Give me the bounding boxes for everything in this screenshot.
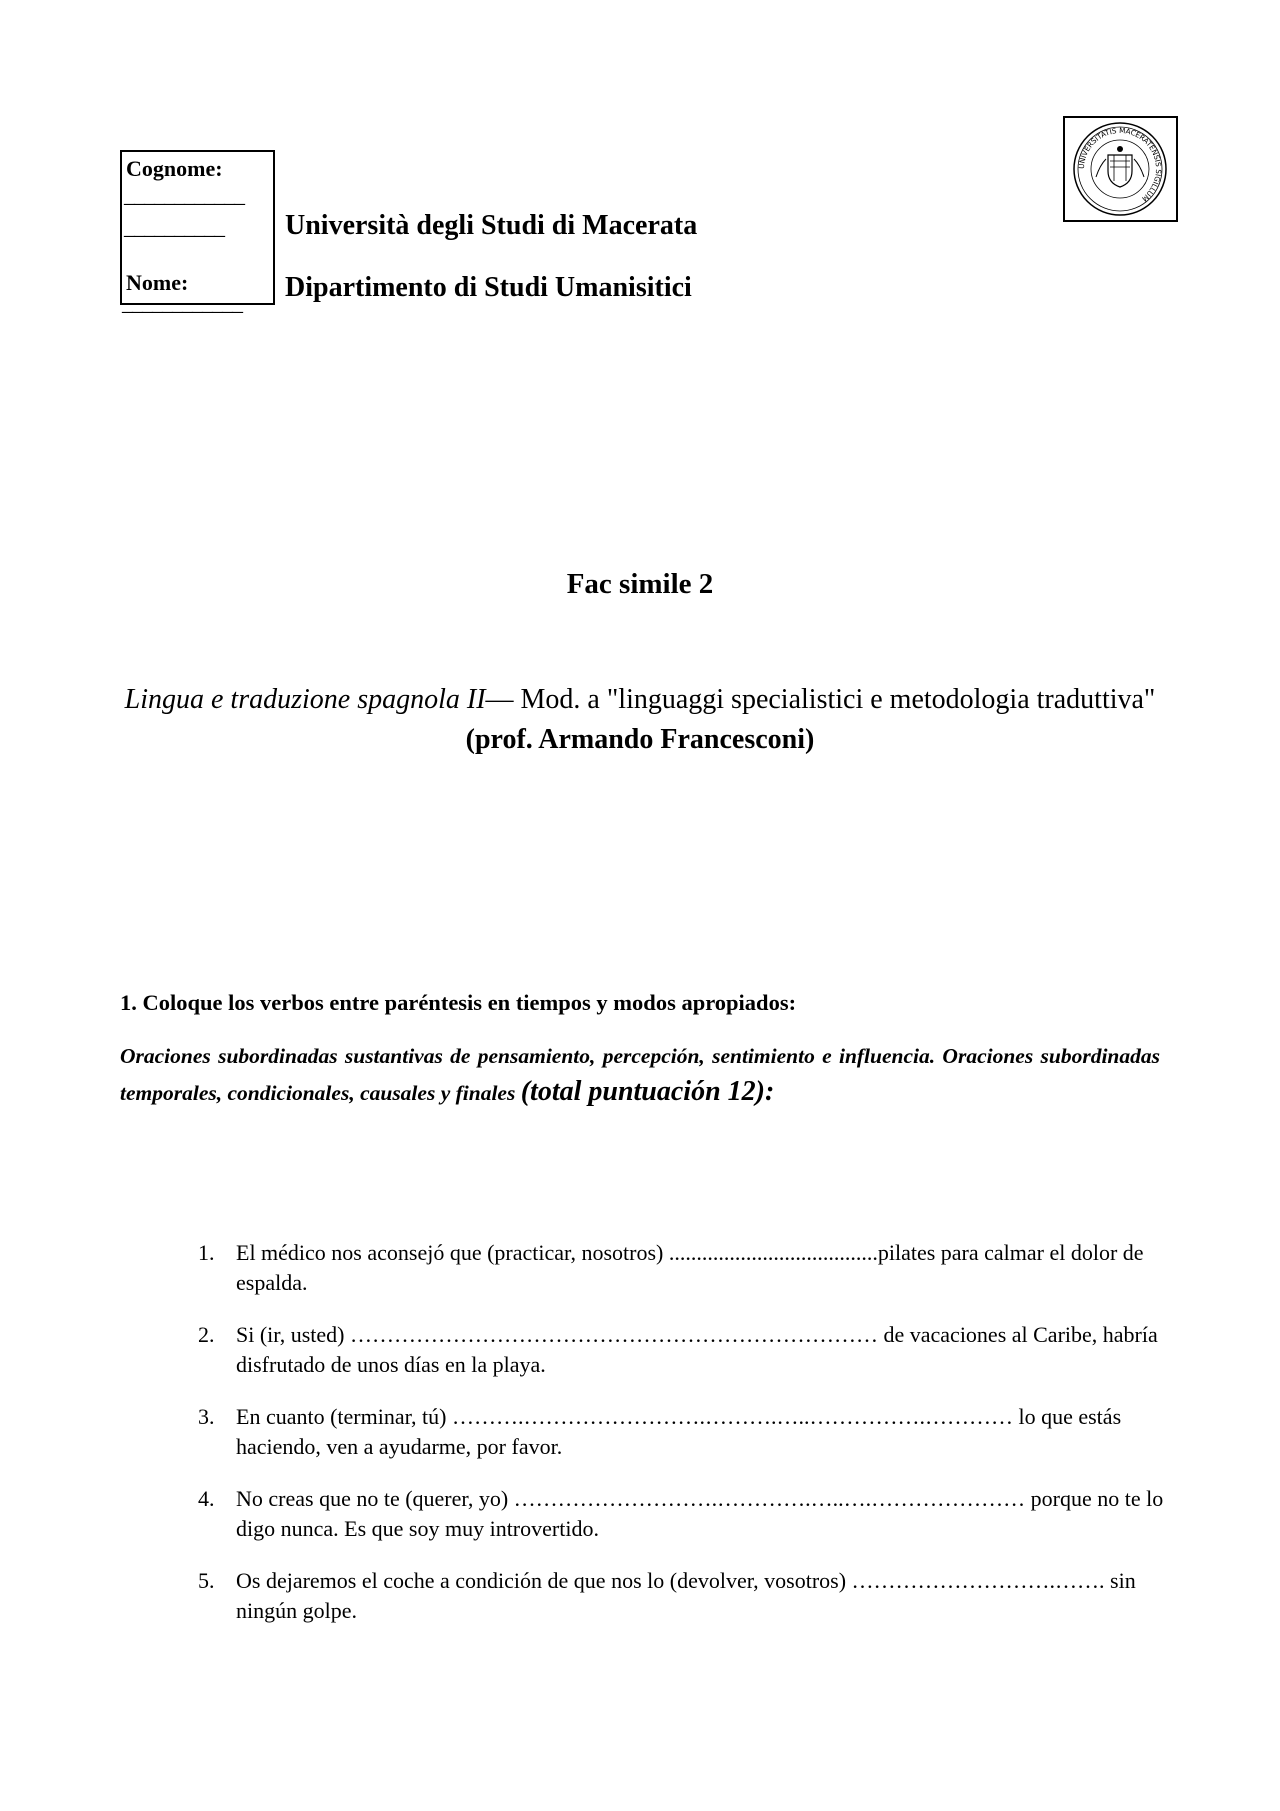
course-professor: (prof. Armando Francesconi) xyxy=(465,724,815,755)
item-number: 2. xyxy=(198,1322,215,1347)
cognome-label: Cognome: xyxy=(126,156,223,181)
instructions-text: Oraciones subordinadas sustantivas de pensamiento, percepción, sentimiento e influencia. Oraciones subordinadas temporales, condicionales, causales y finales xyxy=(120,1044,1160,1105)
list-item xyxy=(180,1320,1165,1380)
item-text: Os dejaremos el coche a condición de que nos lo (devolver, vosotros) ……………………….……. sin ningún golpe. xyxy=(236,1568,1136,1623)
course-name: Lingua e traduzione spagnola II xyxy=(124,684,486,715)
item-number: 3. xyxy=(198,1404,215,1429)
score-text: (total puntuación 12): xyxy=(520,1076,775,1107)
item-text: El médico nos aconsejó que (practicar, nosotros) ......................................pilates para calmar el dolor de espalda. xyxy=(236,1240,1144,1295)
department-name: Dipartimento di Studi Umanisitici xyxy=(285,272,692,303)
list-item xyxy=(180,1402,1165,1462)
name-box xyxy=(120,150,275,305)
university-seal xyxy=(1063,116,1178,222)
course-module: Mod. a "linguaggi specialistici e metodologia traduttiva" xyxy=(513,684,1156,715)
item-text: En cuanto (terminar, tú) ……….…………………….……….…..…………….………… lo que estás haciendo, ven a ayudarme, por favor. xyxy=(236,1404,1122,1459)
item-number: 5. xyxy=(198,1568,215,1593)
item-number: 1. xyxy=(198,1240,215,1265)
document-title: Fac simile 2 xyxy=(566,568,714,600)
seal-lettering: UNIVERSITATIS MACERATENSIS SIGILLUM xyxy=(1076,125,1164,204)
exercise-list xyxy=(180,1238,1165,1648)
list-item xyxy=(180,1566,1165,1626)
list-item xyxy=(180,1484,1165,1544)
university-name: Università degli Studi di Macerata xyxy=(285,210,698,241)
seal-icon xyxy=(1070,119,1170,219)
exercise-instructions xyxy=(120,1038,1160,1111)
svg-text:UNIVERSITATIS MACERATENSIS SIG xyxy=(1077,126,1163,203)
cognome-line-1: ____________ xyxy=(124,182,244,207)
nome-label: Nome: xyxy=(126,270,189,295)
exercise-heading: 1. Coloque los verbos entre paréntesis en tiempos y modos apropiados: xyxy=(120,990,797,1015)
course-dash: — xyxy=(485,684,514,715)
nome-line: ____________ xyxy=(122,290,242,315)
cognome-line-2: __________ xyxy=(124,214,224,239)
item-text: No creas que no te (querer, yo) ……………………….………….…..….………………… porque no te lo digo nunca. Es que soy muy introvertido. xyxy=(236,1486,1164,1541)
item-text: Si (ir, usted) ……………………………………………………………… de vacaciones al Caribe, habría disfrutado de unos días en la playa. xyxy=(236,1322,1158,1377)
course-line xyxy=(120,680,1160,760)
list-item xyxy=(180,1238,1165,1298)
item-number: 4. xyxy=(198,1486,215,1511)
